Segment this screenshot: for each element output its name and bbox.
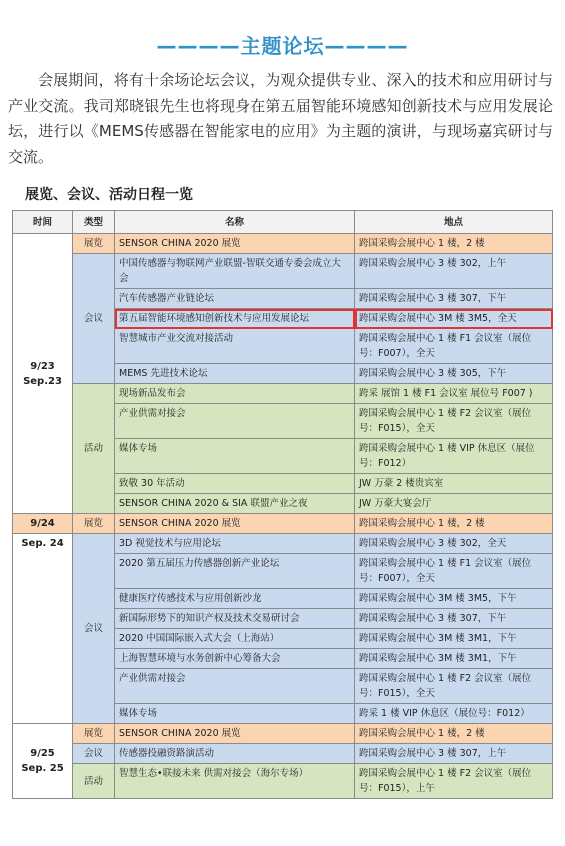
event-place: JW 万豪大宴会厅	[355, 494, 553, 514]
table-row	[13, 234, 553, 254]
event-place: 跨国采购会展中心 3 楼 302，上午	[355, 254, 553, 289]
event-name: 汽车传感器产业链论坛	[115, 289, 355, 309]
event-name: 新国际形势下的知识产权及技术交易研讨会	[115, 609, 355, 629]
day-cell-sep24: Sep. 24	[13, 534, 73, 724]
section-title: ————主题论坛————	[156, 34, 409, 58]
event-name: 产业供需对接会	[115, 404, 355, 439]
type-cell: 展览	[73, 724, 115, 744]
event-place: 跨国采购会展中心 1 楼 F2 会议室（展位号：F015），全天	[355, 404, 553, 439]
event-name: 产业供需对接会	[115, 669, 355, 704]
table-row	[13, 254, 553, 289]
event-name: SENSOR CHINA 2020 & SIA 联盟产业之夜	[115, 494, 355, 514]
header-time: 时间	[13, 211, 73, 234]
event-name: 3D 视觉技术与应用论坛	[115, 534, 355, 554]
table-row	[13, 724, 553, 744]
event-place: 跨国采购会展中心 1 楼 F2 会议室（展位号：F015），全天	[355, 669, 553, 704]
event-place: 跨国采购会展中心 3 楼 302，全天	[355, 534, 553, 554]
event-name: 智慧城市产业交流对接活动	[115, 329, 355, 364]
event-place: 跨国采购会展中心 1 楼 VIP 休息区（展位号：F012）	[355, 439, 553, 474]
day-cell-sep23: 9/23 Sep.23	[13, 234, 73, 514]
table-row	[13, 384, 553, 404]
event-place: 跨国采购会展中心 3M 楼 3M5，全天	[355, 309, 553, 329]
event-name: 2020 中国国际嵌入式大会（上海站）	[115, 629, 355, 649]
event-place: 跨国采购会展中心 3M 楼 3M1，下午	[355, 649, 553, 669]
intro-paragraph: 会展期间，将有十余场论坛会议，为观众提供专业、深入的技术和应用研讨与产业交流。我司郑晓银先生也将现身在第五届智能环境感知创新技术与应用发展论坛，进行以《MEMS传感器在智能家电的应用》为主题的演讲，与现场嘉宾研讨与交流。	[8, 71, 553, 166]
event-name: 现场新品发布会	[115, 384, 355, 404]
event-place: 跨国采购会展中心 1 楼 F1 会议室（展位号：F007），全天	[355, 554, 553, 589]
event-name: 传感器投融资路演活动	[115, 744, 355, 764]
event-name: MEMS 先进技术论坛	[115, 364, 355, 384]
event-place: 跨国采购会展中心 1 楼 F2 会议室（展位号：F015），上午	[355, 764, 553, 799]
table-row	[13, 514, 553, 534]
type-cell: 会议	[73, 744, 115, 764]
day-cell-9-24: 9/24	[13, 514, 73, 534]
event-place: 跨国采购会展中心 3 楼 307，下午	[355, 609, 553, 629]
event-name: 健康医疗传感技术与应用创新沙龙	[115, 589, 355, 609]
type-cell: 会议	[73, 534, 115, 724]
schedule-table	[12, 210, 553, 799]
table-row	[13, 764, 553, 799]
table-row	[13, 744, 553, 764]
event-place: JW 万豪 2 楼贵宾室	[355, 474, 553, 494]
event-place: 跨国采购会展中心 1 楼 F1 会议室（展位号：F007），全天	[355, 329, 553, 364]
type-cell: 活动	[73, 764, 115, 799]
event-name: 上海智慧环境与水务创新中心筹备大会	[115, 649, 355, 669]
event-name: SENSOR CHINA 2020 展览	[115, 234, 355, 254]
event-place: 跨国采购会展中心 3 楼 307，下午	[355, 289, 553, 309]
event-name: 媒体专场	[115, 439, 355, 474]
event-place: 跨国采购会展中心 3 楼 307，上午	[355, 744, 553, 764]
event-place: 跨国采购会展中心 3M 楼 3M5，下午	[355, 589, 553, 609]
event-place: 跨采 1 楼 VIP 休息区（展位号：F012）	[355, 704, 553, 724]
day-cell-sep25: 9/25 Sep. 25	[13, 724, 73, 799]
event-place: 跨国采购会展中心 1 楼，2 楼	[355, 514, 553, 534]
type-cell: 展览	[73, 514, 115, 534]
event-name: SENSOR CHINA 2020 展览	[115, 514, 355, 534]
type-cell: 展览	[73, 234, 115, 254]
event-place: 跨国采购会展中心 3 楼 305，下午	[355, 364, 553, 384]
event-place: 跨国采购会展中心 1 楼，2 楼	[355, 724, 553, 744]
event-name: 致敬 30 年活动	[115, 474, 355, 494]
event-name: 中国传感器与物联网产业联盟-智联交通专委会成立大会	[115, 254, 355, 289]
event-name: 第五届智能环境感知创新技术与应用发展论坛	[115, 309, 355, 329]
type-cell: 活动	[73, 384, 115, 514]
table-header-row	[13, 211, 553, 234]
schedule-heading: 展览、会议、活动日程一览	[25, 187, 193, 203]
event-place: 跨国采购会展中心 3M 楼 3M1，下午	[355, 629, 553, 649]
header-place: 地点	[355, 211, 553, 234]
type-cell: 会议	[73, 254, 115, 384]
header-type: 类型	[73, 211, 115, 234]
header-name: 名称	[115, 211, 355, 234]
event-place: 跨采 展馆 1 楼 F1 会议室 展位号 F007 )	[355, 384, 553, 404]
event-name: 智慧生态•联接未来 供需对接会（海尔专场）	[115, 764, 355, 799]
event-place: 跨国采购会展中心 1 楼，2 楼	[355, 234, 553, 254]
event-name: 2020 第五届压力传感器创新产业论坛	[115, 554, 355, 589]
table-row	[13, 534, 553, 554]
event-name: SENSOR CHINA 2020 展览	[115, 724, 355, 744]
event-name: 媒体专场	[115, 704, 355, 724]
